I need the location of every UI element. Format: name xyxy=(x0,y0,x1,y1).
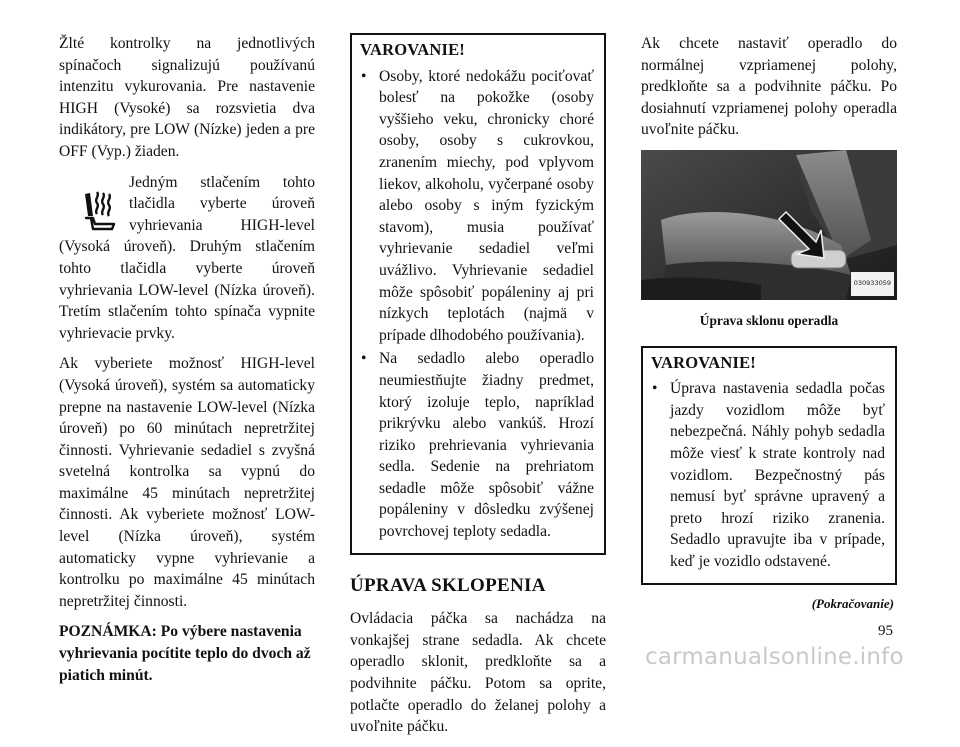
upright-paragraph: Ak chcete nastaviť operadlo do normálnej vzpriamenej polohy, predkloňte sa a podvihnite páčku. Po dosiahnutí vzpriamenej polohy operadla uvoľnite páčku. xyxy=(641,35,897,139)
warning-item: • Osoby, ktoré nedokážu pociťovať bolesť na pokožke (osoby vyššieho veku, chronicky choré osoby, osoby s cukrovkou, zranením miechy, pod vplyvom liekov, alkoholu, vyčerpané osoby alebo osoby s iným fyzickým stavom), musia používať vyhrievanie sedadiel veľmi uvážlivo. Vyhrievanie sedadiel môže spôsobiť popáleniny aj pri nízkych teplotách (najmä v prípade dlhodobého používania). xyxy=(361,67,594,344)
warning-list xyxy=(360,66,594,543)
page-number: 95 xyxy=(878,623,893,639)
warning-item: • Úprava nastavenia sedadla počas jazdy vozidlom môže byť nebezpečná. Náhly pohyb sedadla môže viesť k strate kontroly nad vozidlom. Bezpečnostný pás nemusí byť správne upravený a preto hrozí riziko zranenia. Sedadlo upravujte iba v prípade, keď je vozidlo odstavené. xyxy=(652,380,885,570)
seat-recline-photo xyxy=(641,150,897,300)
left-column xyxy=(59,33,315,695)
recline-paragraph: Ovládacia páčka sa nachádza na vonkajšej strane sedadla. Ak chcete operadlo sklonit, predkloňte sa a podvihnite páčku. Potom sa oprite, potlačte operadlo do želanej polohy a uvoľnite páčku. xyxy=(350,610,606,736)
warning-item: • Na sedadlo alebo operadlo neumiestňujte žiadny predmet, ktorý izoluje teplo, napríklad prikrývku alebo vankúš. Hrozí riziko prehrievania vyhrievania sedla. Sedenie na prehriatom sedadle môže spôsobiť vážne popáleniny v dôsledku zvýšenej povrchovej teploty sedadla. xyxy=(361,350,594,541)
warning-box-heating xyxy=(350,33,606,555)
watermark-text: carmanualsonline.info xyxy=(645,644,904,670)
warning-list xyxy=(651,378,885,572)
heater-button-paragraph: Jedným stlačením tohto tlačidla vyberte úroveň vyhrievania HIGH-level (Vysoká úroveň). Druhým stlačením tohto tlačidla vyberte úroveň vyhrievania LOW-level (Nízka úroveň). Tretím stlačením tohto spínača vypnite vyhrievacie prvky. xyxy=(59,173,315,342)
warning-box-adjust xyxy=(641,346,897,585)
photo-code-label: 030933059 xyxy=(851,272,894,296)
section-heading: ÚPRAVA SKLOPENIA xyxy=(350,574,546,596)
warning-title: VAROVANIE! xyxy=(360,40,465,59)
continued-label: (Pokračovanie) xyxy=(811,595,894,611)
photo-caption: Úprava sklonu operadla xyxy=(699,312,839,328)
indicator-paragraph: Žlté kontrolky na jednotlivých spínačoch signalizujú používanú intenzitu vykurovania. Pre nastavenie HIGH (Vysoké) sa rozsvietia dva indikátory, pre LOW (Nízke) jeden a pre OFF (Vyp.) žiaden. xyxy=(59,35,315,160)
auto-switch-paragraph: Ak vyberiete možnosť HIGH-level (Vysoká úroveň), systém sa automaticky prepne na nastavenie LOW-level (Nízka úroveň) po 60 minútach nepretržitej činnosti. Vyhrievanie sedadiel s zvyšná svetelná kontrolka sa vypnú do maximálne 45 minútach nepretržitej činnosti. Ak vyberiete možnosť LOW-level (Nízka úroveň), systém automaticky vypne vyhrievanie a kontrolku po maximálne 45 minútach nepretržitej činnosti. xyxy=(59,355,315,610)
seat-heater-icon xyxy=(81,188,119,232)
middle-column xyxy=(350,33,606,747)
right-column xyxy=(641,33,897,614)
warning-title: VAROVANIE! xyxy=(651,352,756,372)
heater-button-block xyxy=(59,172,315,345)
note-paragraph: POZNÁMKA: Po výbere nastavenia vyhrievania pocítite teplo do dvoch až piatich minút. xyxy=(59,623,311,684)
